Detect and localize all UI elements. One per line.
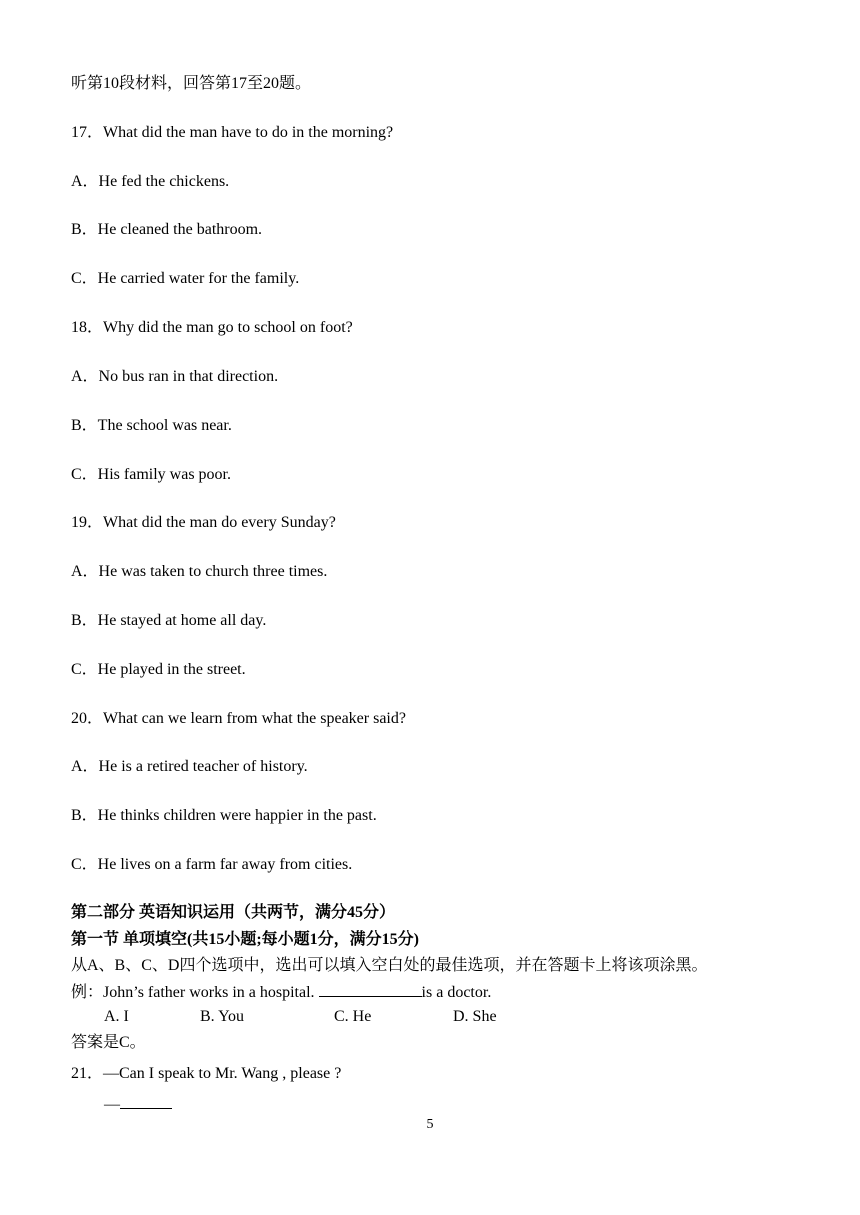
question-18-stem: 18．Why did the man go to school on foot? xyxy=(71,319,353,336)
question-18-option-c: C．His family was poor. xyxy=(71,466,231,483)
question-21-stem: 21．—Can I speak to Mr. Wang , please ? xyxy=(71,1065,342,1082)
question-20-option-b: B．He thinks children were happier in the past. xyxy=(71,807,377,824)
question-18-option-b: B．The school was near. xyxy=(71,417,232,434)
question-17-option-c: C．He carried water for the family. xyxy=(71,270,300,287)
example-option-c: C. He xyxy=(334,1008,372,1025)
question-21-reply-dash: — xyxy=(104,1096,120,1113)
question-19-stem: 19．What did the man do every Sunday? xyxy=(71,514,336,531)
part2-instructions: 从A、B、C、D四个选项中，选出可以填入空白处的最佳选项，并在答题卡上将该项涂黑。 xyxy=(71,957,708,974)
example-option-a: A. I xyxy=(104,1008,129,1025)
part2-section1-heading: 第一节 单项填空(共15小题;每小题1分，满分15分) xyxy=(71,931,419,948)
example-line xyxy=(71,982,491,1003)
question-20-option-c: C．He lives on a farm far away from cities. xyxy=(71,856,353,873)
question-17-option-a: A．He fed the chickens. xyxy=(71,173,230,190)
example-stem-after: is a doctor. xyxy=(421,984,492,1001)
question-20-stem: 20．What can we learn from what the speaker said? xyxy=(71,710,406,727)
part2-heading: 第二部分 英语知识运用（共两节，满分45分） xyxy=(71,904,396,921)
question-17-stem: 17．What did the man have to do in the morning? xyxy=(71,124,394,141)
question-20-option-a: A．He is a retired teacher of history. xyxy=(71,758,308,775)
question-21-blank xyxy=(120,1094,172,1109)
example-answer: 答案是C。 xyxy=(71,1034,146,1051)
example-blank xyxy=(319,982,422,997)
example-option-d: D. She xyxy=(453,1008,497,1025)
example-option-b: B. You xyxy=(200,1008,245,1025)
question-19-option-a: A．He was taken to church three times. xyxy=(71,563,328,580)
question-18-option-a: A．No bus ran in that direction. xyxy=(71,368,279,385)
question-17-option-b: B．He cleaned the bathroom. xyxy=(71,221,263,238)
question-19-option-c: C．He played in the street. xyxy=(71,661,246,678)
page-number: 5 xyxy=(426,1117,434,1132)
section-intro: 听第10段材料，回答第17至20题。 xyxy=(71,75,312,92)
question-21-reply xyxy=(104,1094,172,1115)
example-stem-before: John’s father works in a hospital. xyxy=(103,984,319,1001)
example-label: 例： xyxy=(71,984,104,1001)
question-19-option-b: B．He stayed at home all day. xyxy=(71,612,267,629)
